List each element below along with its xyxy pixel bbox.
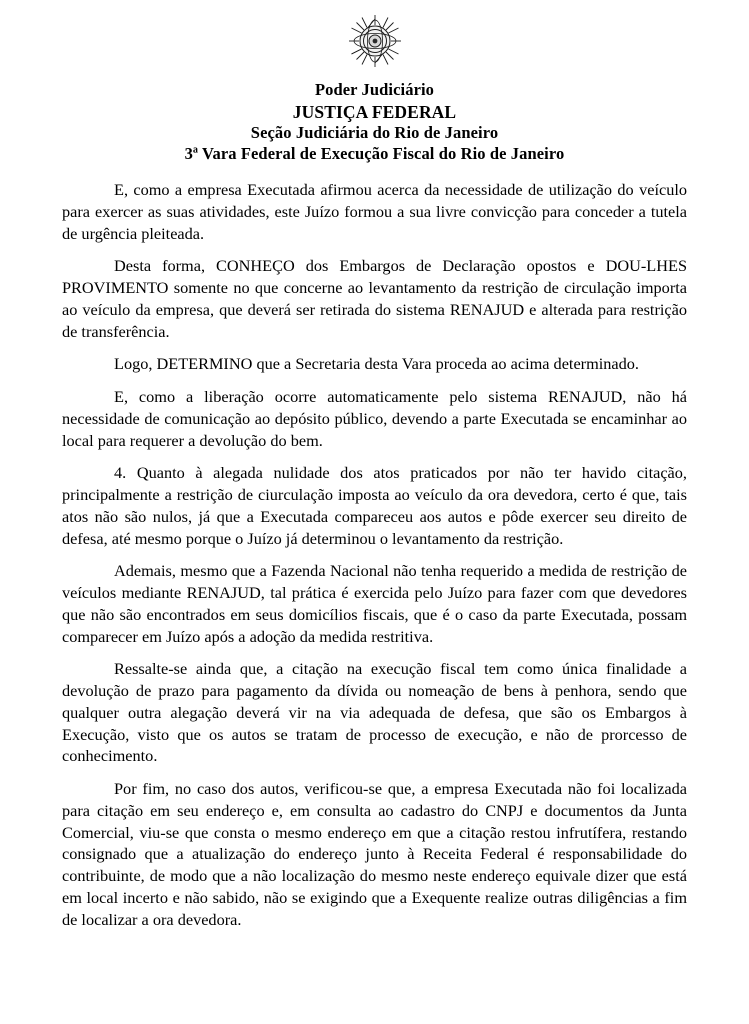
header-line-vara-federal: 3ª Vara Federal de Execução Fiscal do Rio de Janeiro xyxy=(184,144,565,164)
paragraph: Logo, DETERMINO que a Secretaria desta Vara proceda ao acima determinado. xyxy=(114,354,640,374)
paragraph: Desta forma, CONHEÇO dos Embargos de Declaração opostos e DOU-LHES PROVIMENTO somente no que concerne ao levantamento da restrição de circulação importa ao veículo da empresa, que deverá ser retirada do sistema RENAJUD e alterada para restrição de transferência. xyxy=(62,256,687,341)
paragraph: E, como a empresa Executada afirmou acerca da necessidade de utilização do veículo para exercer as suas atividades, este Juízo formou a sua livre convicção para conceder a tutela de urgência pleiteada. xyxy=(62,180,687,243)
paragraph: E, como a liberação ocorre automaticamente pelo sistema RENAJUD, não há necessidade de comunicação ao depósito público, devendo a parte Executada se encaminhar ao local para requerer a devolução do bem. xyxy=(62,387,687,450)
paragraph: 4. Quanto à alegada nulidade dos atos praticados por não ter havido citação, principalmente a restrição de ciurculação imposta ao veículo da ora devedora, certo é que, tais atos não são nulos, já que a Executada compareceu aos autos e pôde exercer seu direito de defesa, até mesmo porque o Juízo já determinou o levantamento da restrição. xyxy=(62,463,687,548)
header-line-secao-judiciaria: Seção Judiciária do Rio de Janeiro xyxy=(250,123,499,143)
paragraph: Ressalte-se ainda que, a citação na execução fiscal tem como única finalidade a devolução de prazo para pagamento da dívida ou nomeação de bens à penhora, sendo que qualquer outra alegação deverá vir na via adequada de defesa, que são os Embargos à Execução, visto que os autos se tratam de processo de execução, e não de prorcesso de conhecimento. xyxy=(62,659,687,766)
header-line-justica-federal: JUSTIÇA FEDERAL xyxy=(292,101,457,122)
paragraph: Por fim, no caso dos autos, verificou-se que, a empresa Executada não foi localizada para citação em seu endereço e, em consulta ao cadastro do CNPJ e documentos da Junta Comercial, viu-se que consta o mesmo endereço em que a citação restou infrutífera, restando consignado que a atualização do endereço junto à Receita Federal é responsabilidade do contribuinte, de modo que a não localização do mesmo neste endereço equivale dizer que está em local incerto e não sabido, não se exigindo que a Exequente realize outras diligências a fim de localizar a ora devedora. xyxy=(62,779,687,929)
header-line-poder-judiciario: Poder Judiciário xyxy=(314,80,435,99)
brazil-coat-of-arms-icon xyxy=(62,8,687,74)
paragraph: Ademais, mesmo que a Fazenda Nacional não tenha requerido a medida de restrição de veículos mediante RENAJUD, tal prática é exercida pelo Juízo para fazer com que devedores que não são encontrados em seus domicílios fiscais, que é o caso da parte Executada, possam comparecer em Juízo após a adoção da medida restritiva. xyxy=(62,561,687,646)
document-header xyxy=(62,80,687,165)
document-body xyxy=(62,179,687,930)
